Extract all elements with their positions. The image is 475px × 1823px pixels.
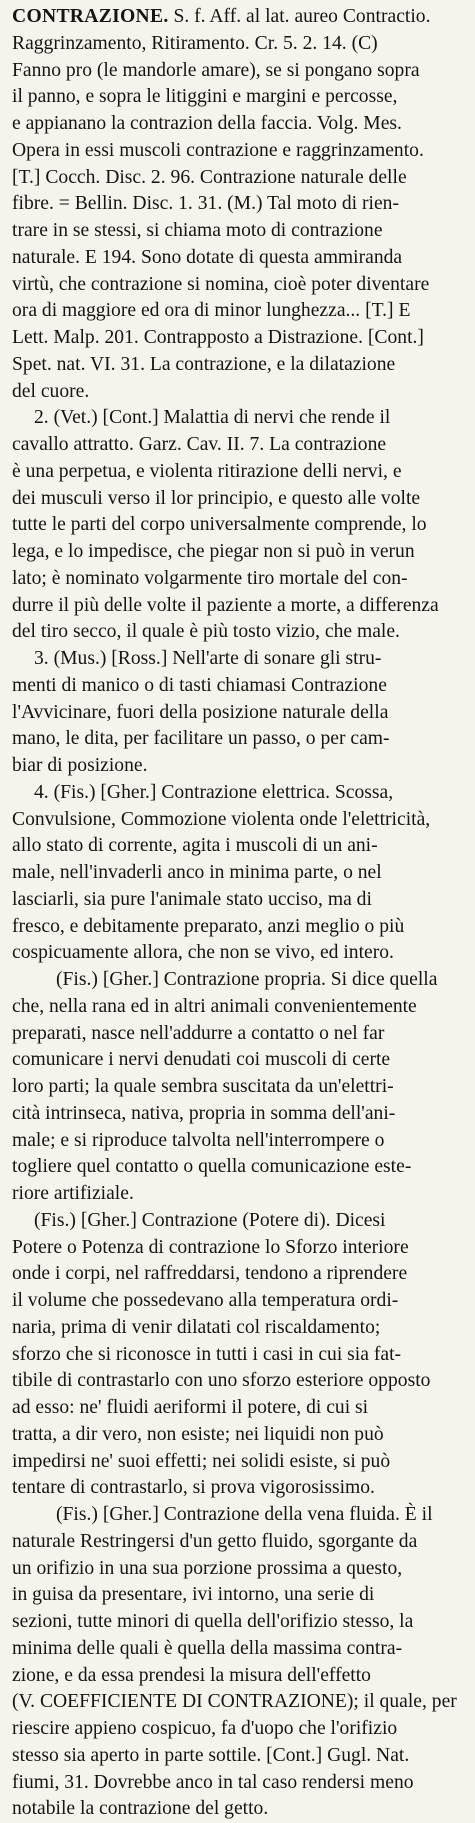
text-line: minima delle quali è quella della massima contra- bbox=[12, 1637, 403, 1659]
text-line: togliere quel contatto o quella comunicazione este- bbox=[12, 1156, 412, 1178]
text-line: sforzo che si riconosce in tutti i casi in cui sia fat- bbox=[12, 1343, 402, 1365]
text-line: tutte le parti del corpo universalmente comprende, lo bbox=[12, 514, 427, 536]
text-line: male; e si riproduce talvolta nell'interrompere o bbox=[12, 1129, 385, 1151]
entry-sense-4 bbox=[12, 780, 465, 967]
text-line: stesso sia aperto in parte sottile. [Cont.] Gugl. Nat. bbox=[12, 1744, 410, 1766]
text-line: l'Avvicinare, fuori della posizione naturale della bbox=[12, 701, 389, 723]
text-line: naturale. E 194. Sono dotate di questa ammiranda bbox=[12, 246, 403, 268]
text-line: Spet. nat. VI. 31. La contrazione, e la dilatazione bbox=[12, 353, 396, 375]
text-line: 3. (Mus.) [Ross.] Nell'arte di sonare gli stru- bbox=[34, 648, 382, 669]
text-line: cospicuamente allora, che non se vivo, ed intero. bbox=[12, 942, 394, 964]
text-line: Raggrinzamento, Ritiramento. Cr. 5. 2. 14. (C) bbox=[12, 32, 378, 54]
text-line: dei musculi verso il lor principio, e questo alle volte bbox=[12, 487, 421, 509]
text-line: Lett. Malp. 201. Contrapposto a Distrazione. [Cont.] bbox=[12, 327, 424, 348]
text-line: 2. (Vet.) [Cont.] Malattia di nervi che rende il bbox=[34, 407, 391, 429]
text-line: Convulsione, Commozione violenta onde l'elettricità, bbox=[12, 808, 431, 830]
text-line: che, nella rana ed in altri animali convenientemente bbox=[12, 995, 417, 1017]
entry-contrazione bbox=[12, 4, 465, 405]
text-line: virtù, che contrazione si nomina, cioè poter diventare bbox=[12, 273, 430, 295]
text-line: riore artifiziale. bbox=[12, 1183, 134, 1204]
entry-sense-3 bbox=[12, 646, 465, 780]
text-line: (Fis.) [Gher.] Contrazione propria. Si dice quella bbox=[56, 969, 438, 990]
text-line: male, nell'invaderli anco in minima parte, o nel bbox=[12, 862, 382, 883]
text-line: onde i corpi, nel raffreddarsi, tendono a riprendere bbox=[12, 1263, 408, 1285]
text-line: cavallo attratto. Garz. Cav. II. 7. La contrazione bbox=[12, 434, 387, 455]
text-line: menti di manico o di tasti chiamasi Contrazione bbox=[12, 674, 387, 696]
text-line: (Fis.) [Gher.] Contrazione della vena fluida. È il bbox=[56, 1504, 433, 1525]
entry-contrazione-propria bbox=[12, 967, 465, 1208]
text-line: naturale Restringersi d'un getto fluido, sgorgante da bbox=[12, 1530, 418, 1552]
text-line: del cuore. bbox=[12, 380, 90, 402]
text-line: durre il più delle volte il paziente a morte, a differenza bbox=[12, 594, 439, 616]
text-line: Opera in essi muscoli contrazione e raggrinzamento. bbox=[12, 139, 424, 161]
text-line: il panno, e sopra le litiggini e margini e percosse, bbox=[12, 86, 398, 108]
text-line: zione, e da essa prendesi la misura dell'effetto bbox=[12, 1664, 371, 1686]
text-line: impedirsi ne' suoi effetti; nei solidi esiste, si può bbox=[12, 1450, 391, 1472]
headword: CONTRAZIONE. bbox=[12, 6, 169, 27]
text-line: allo stato di corrente, agita i muscoli di un ani- bbox=[12, 835, 378, 857]
text-line: loro parti; la quale sembra suscitata da un'elettri- bbox=[12, 1076, 394, 1097]
text-line: lato; è nominato volgarmente tiro mortale del con- bbox=[12, 567, 408, 589]
text-line: comunicare i nervi denudati coi muscoli di certe bbox=[12, 1049, 391, 1071]
text-line: tratta, a dir vero, non esiste; nei liquidi non può bbox=[12, 1423, 384, 1445]
text-line: ora di maggiore ed ora di minor lunghezza... [T.] E bbox=[12, 300, 411, 322]
text-line: (V. COEFFICIENTE DI CONTRAZIONE); il quale, per bbox=[12, 1691, 457, 1713]
text-line: ad esso: ne' fluidi aeriformi il potere, di cui si bbox=[12, 1397, 369, 1418]
text-line: tentare di contrastarlo, si prova vigorosissimo. bbox=[12, 1477, 375, 1499]
text-line: fiumi, 31. Dovrebbe anco in tal caso rendersi meno bbox=[12, 1771, 414, 1793]
text-line: mano, le dita, per facilitare un passo, o per cam- bbox=[12, 728, 390, 750]
text-line: tibile di contrastarlo con uno sforzo esteriore opposto bbox=[12, 1370, 431, 1392]
text-line: fresco, e debitamente preparato, anzi meglio o più bbox=[12, 915, 405, 937]
entry-sense-2 bbox=[12, 405, 465, 646]
text-line: del tiro secco, il quale è più tosto vizio, che male. bbox=[12, 621, 400, 643]
text-line: preparati, nasce nell'addurre a contatto o nel far bbox=[12, 1022, 385, 1044]
text-line: 4. (Fis.) [Gher.] Contrazione elettrica. Scossa, bbox=[34, 781, 394, 803]
text-line: trare in se stessi, si chiama moto di contrazione bbox=[12, 220, 383, 241]
text-line: in guisa da presentare, ivi intorno, una serie di bbox=[12, 1584, 375, 1606]
text-line: (Fis.) [Gher.] Contrazione (Potere di). Dicesi bbox=[34, 1209, 386, 1231]
entry-contrazione-potere bbox=[12, 1208, 465, 1502]
text-line: lasciarli, sia pure l'animale stato ucciso, ma di bbox=[12, 888, 372, 910]
text-line: sezioni, tutte minori di quella dell'orifizio stesso, la bbox=[12, 1611, 414, 1632]
text-line: biar di posizione. bbox=[12, 755, 148, 776]
text-line: naria, prima di venir dilatati col riscaldamento; bbox=[12, 1316, 381, 1338]
text-line: è una perpetua, e violenta ritirazione delli nervi, e bbox=[12, 460, 402, 482]
text-line: fibre. = Bellin. Disc. 1. 31. (M.) Tal moto di rien- bbox=[12, 193, 399, 215]
text-line: notabile la contrazione del getto. bbox=[12, 1798, 269, 1820]
text-line: e appianano la contrazion della faccia. Volg. Mes. bbox=[12, 113, 402, 134]
entry-contrazione-vena-fluida bbox=[12, 1502, 465, 1823]
text-line: cità intrinseca, nativa, propria in somma dell'ani- bbox=[12, 1102, 396, 1124]
text-line: [T.] Cocch. Disc. 2. 96. Contrazione naturale delle bbox=[12, 166, 407, 188]
text-line: riescire appieno cospicuo, fa d'uopo che l'orifizio bbox=[12, 1718, 398, 1739]
text-line: Fanno pro (le mandorle amare), se si pongano sopra bbox=[12, 59, 420, 81]
text-line: CONTRAZIONE. S. f. Aff. al lat. aureo Contractio. bbox=[12, 6, 431, 27]
text-line: lega, e lo impedisce, che piegar non si può in verun bbox=[12, 541, 415, 562]
text-line: il volume che possedevano alla temperatura ordi- bbox=[12, 1290, 399, 1311]
text-line: Potere o Potenza di contrazione lo Sforzo interiore bbox=[12, 1236, 409, 1258]
text-line: un orifizio in una sua porzione prossima a questo, bbox=[12, 1557, 403, 1579]
